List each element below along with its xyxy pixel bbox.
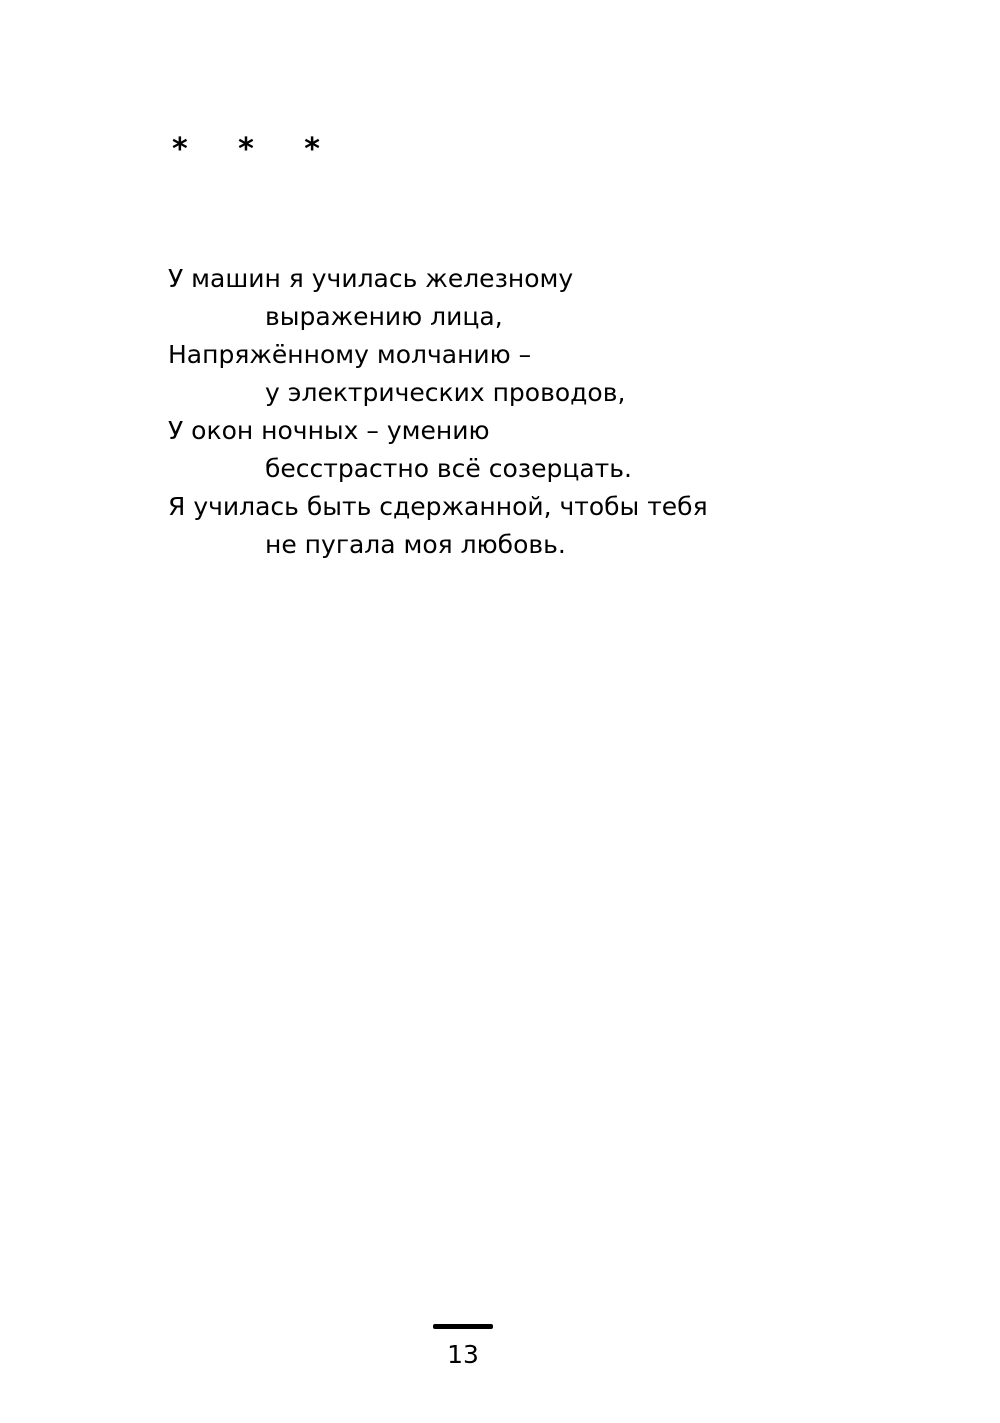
poem-line: Напряжённому молчанию – — [168, 340, 532, 369]
poem-line: выражению лица, — [265, 302, 503, 331]
poem-line: У окон ночных – умению — [168, 416, 490, 445]
poem-line: Я училась быть сдержанной, чтобы тебя — [168, 492, 708, 521]
poem-line: бесстрастно всё созерцать. — [265, 454, 632, 483]
poem-line: У машин я училась железному — [168, 264, 574, 293]
poem-line: у электрических проводов, — [265, 378, 626, 407]
section-divider-asterisks: * * * — [172, 132, 340, 167]
footer-rule — [433, 1324, 493, 1329]
poem-text — [168, 260, 888, 564]
poem-line: не пугала моя любовь. — [265, 530, 566, 559]
page-number: 13 — [447, 1340, 479, 1369]
